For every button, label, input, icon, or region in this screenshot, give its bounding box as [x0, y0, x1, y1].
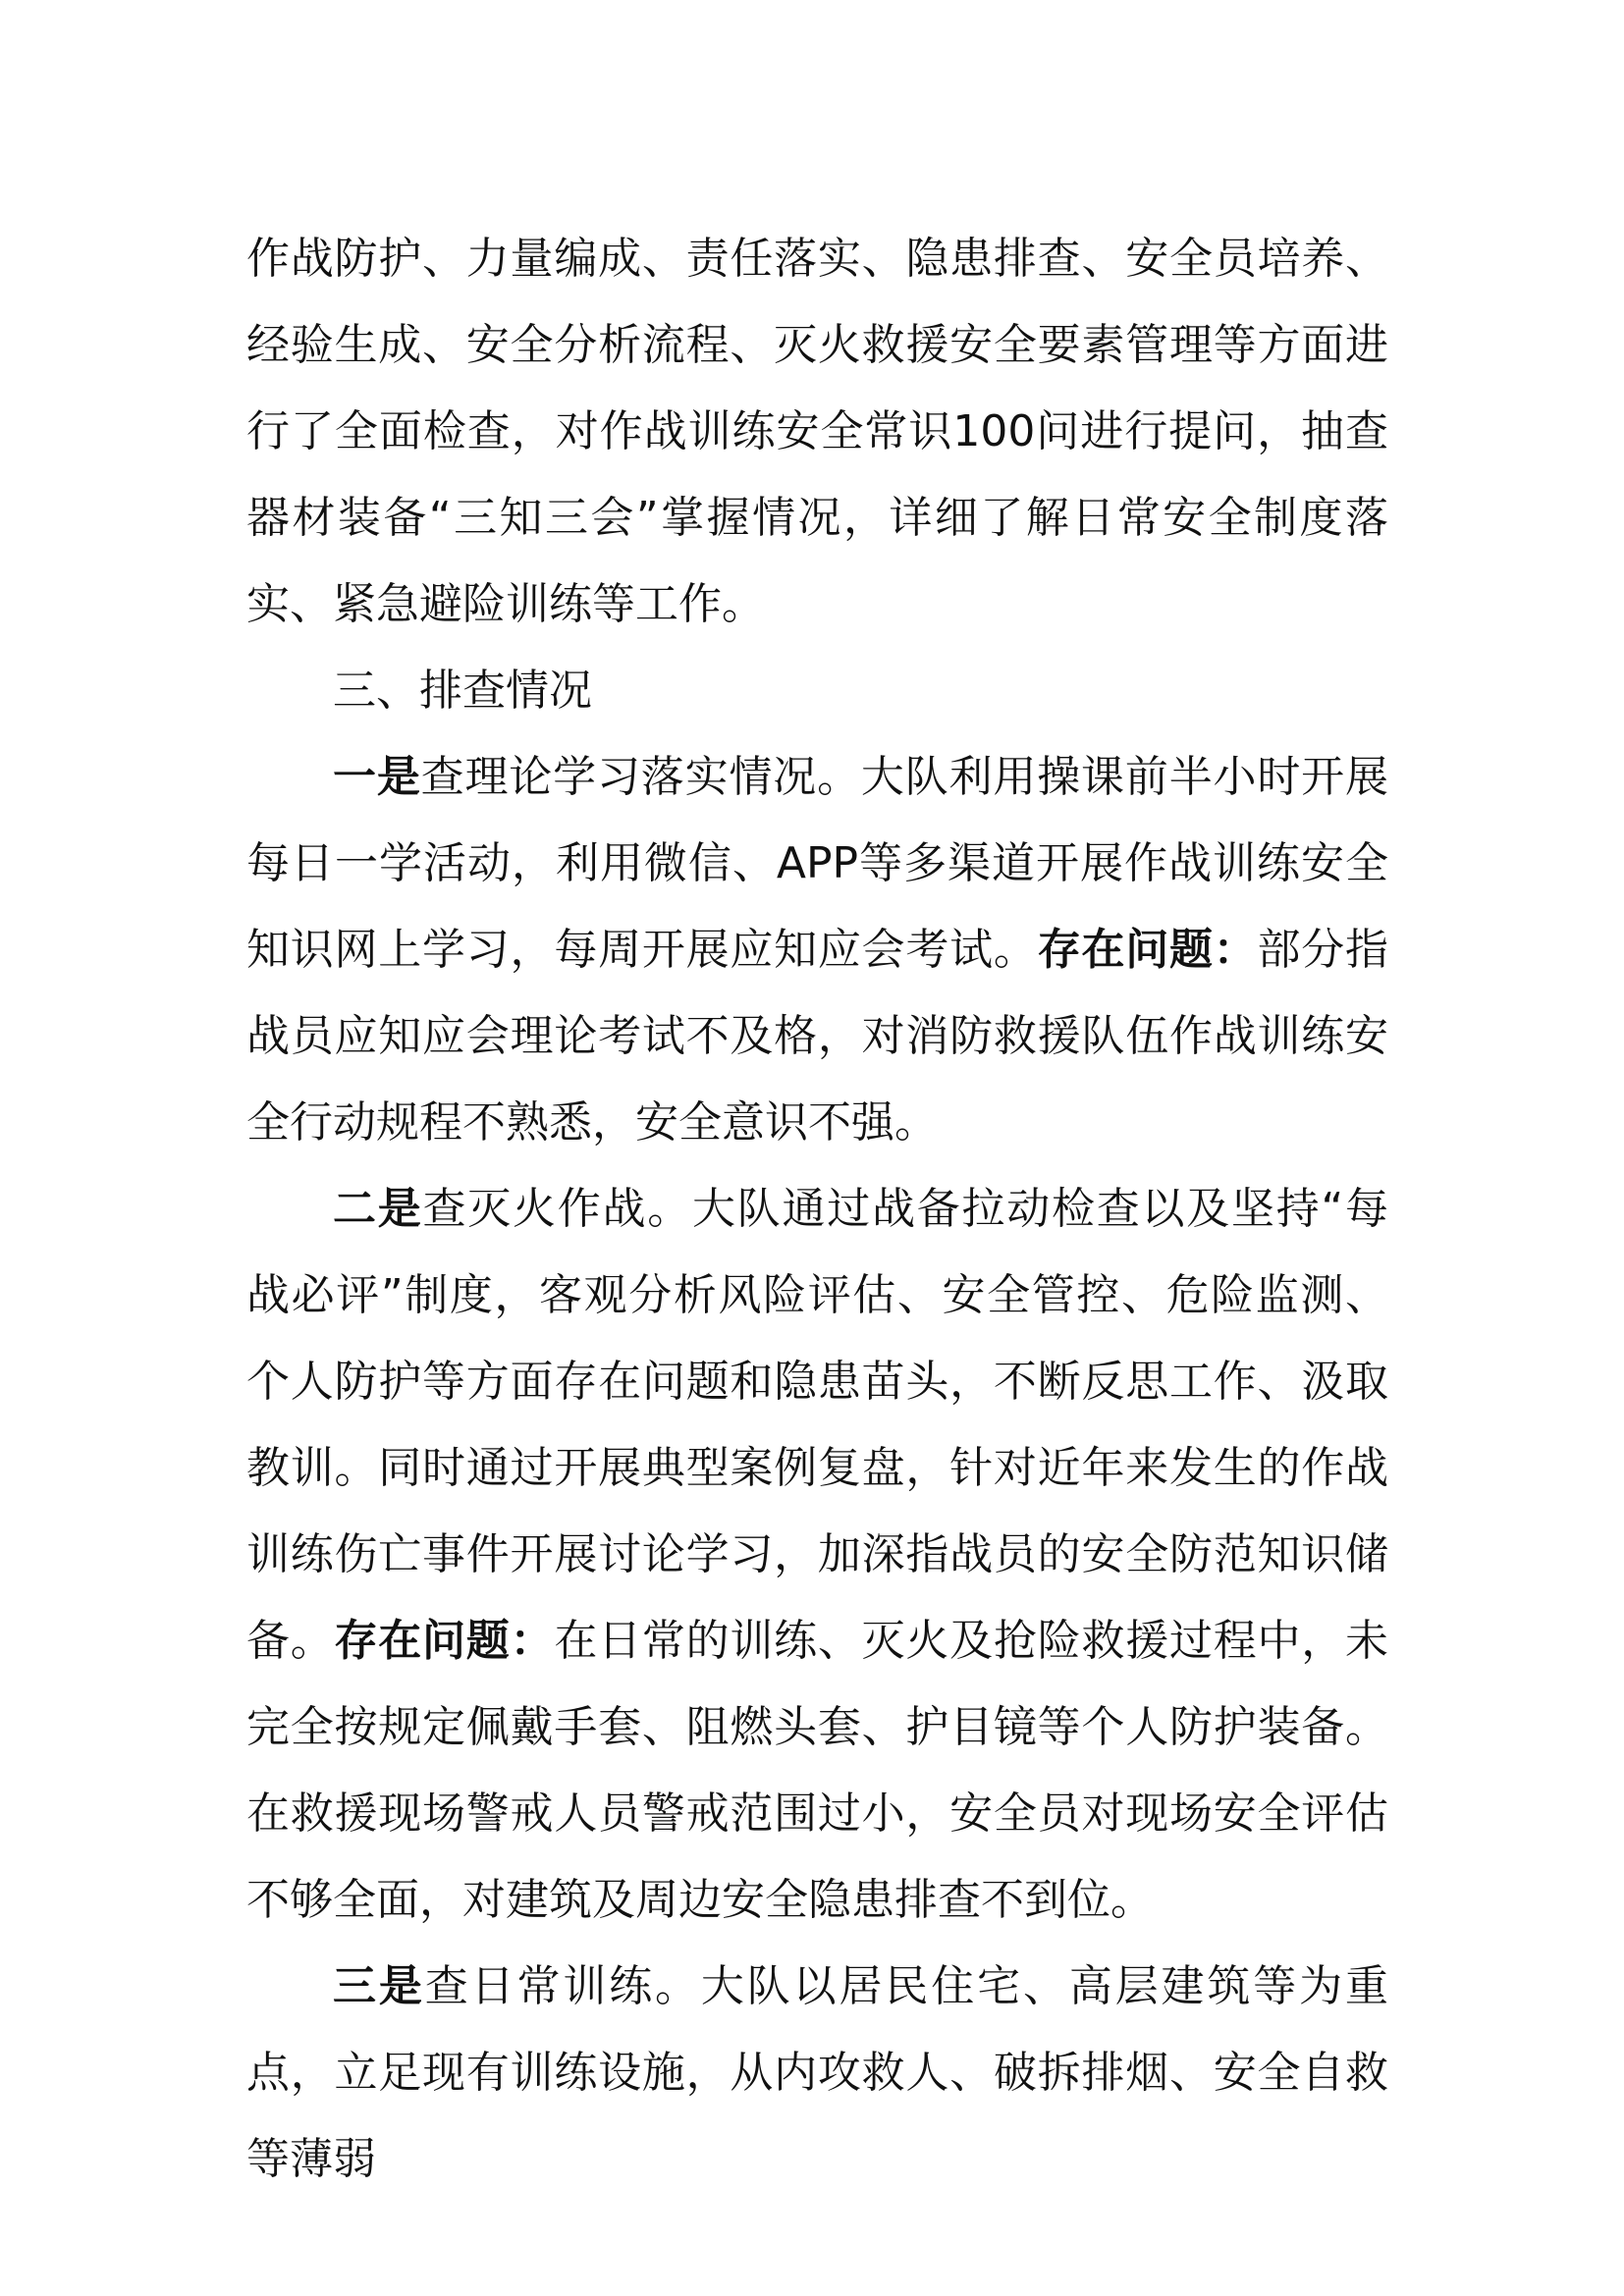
- item-2-lead: 二是: [333, 1184, 423, 1234]
- item-1-text: 查理论学习落实情况。大队利用操课前半小时开展每日一学活动，利用微信、APP等多渠道开展作战训练安全知识网上学习，每周开展应知应会考试。: [246, 752, 1389, 975]
- item-2-problem-text: 在日常的训练、灭火及抢险救援过程中，未完全按规定佩戴手套、阻燃头套、护目镜等个人防护装备。在救援现场警戒人员警戒范围过小，安全员对现场安全评估不够全面，对建筑及周边安全隐患排查不到位。: [246, 1616, 1389, 1925]
- item-paragraph-3: [246, 1944, 1388, 2203]
- item-3-lead: 三是: [333, 1961, 425, 2011]
- item-2-text: 查灭火作战。大队通过战备拉动检查以及坚持“每战必评”制度，客观分析风险评估、安全管控、危险监测、个人防护等方面存在问题和隐患苗头，不断反思工作、汲取教训。同时通过开展典型案例复盘，针对近年来发生的作战训练伤亡事件开展讨论学习，加深指战员的安全防范知识储备。: [246, 1184, 1389, 1666]
- item-3-text: 查日常训练。大队以居民住宅、高层建筑等为重点，立足现有训练设施，从内攻救人、破拆排烟、安全自救等薄弱: [246, 1961, 1389, 2184]
- section-heading: 三、排查情况: [333, 666, 592, 716]
- continued-paragraph-text: 作战防护、力量编成、责任落实、隐患排查、安全员培养、经验生成、安全分析流程、灭火救援安全要素管理等方面进行了全面检查，对作战训练安全常识100问进行提问，抽查器材装备“三知三会”掌握情况，详细了解日常安全制度落实、紧急避险训练等工作。: [246, 234, 1388, 629]
- item-2-problem-label: 存在问题：: [334, 1616, 555, 1666]
- item-1-lead: 一是: [333, 752, 421, 802]
- item-1-problem-text: 部分指战员应知应会理论考试不及格，对消防救援队伍作战训练安全行动规程不熟悉，安全意识不强。: [246, 925, 1389, 1148]
- continued-paragraph: [246, 216, 1388, 648]
- item-paragraph-1: [246, 734, 1388, 1166]
- document-body: [246, 216, 1388, 2203]
- item-1-problem-label: 存在问题：: [1037, 925, 1258, 975]
- item-paragraph-2: [246, 1166, 1388, 1944]
